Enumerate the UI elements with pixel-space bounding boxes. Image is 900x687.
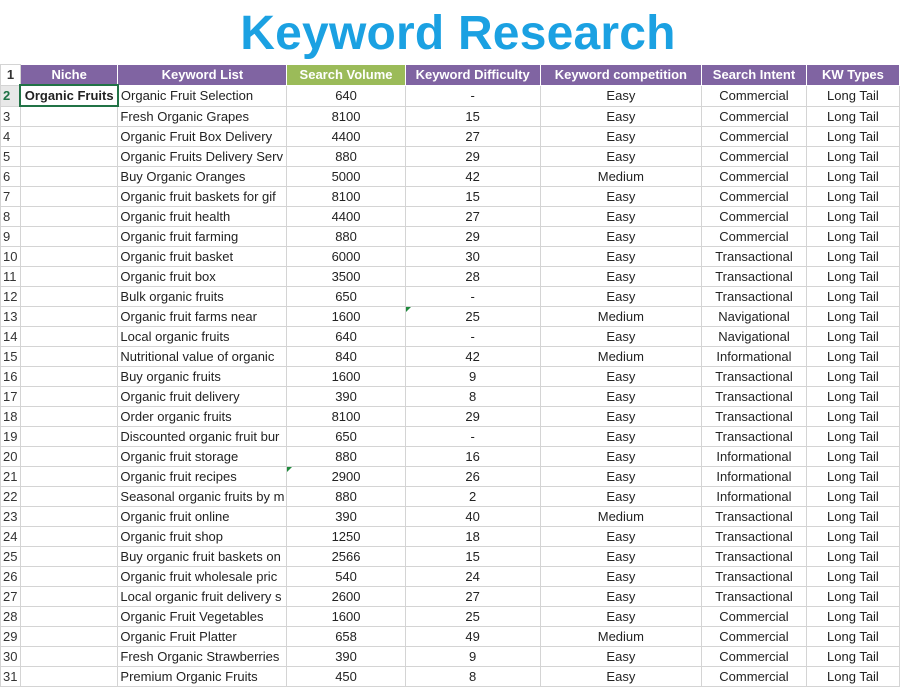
search-volume-cell[interactable]: 640 — [287, 327, 405, 347]
search-volume-cell[interactable]: 8100 — [287, 187, 405, 207]
keyword-cell[interactable]: Organic fruit health — [118, 207, 287, 227]
keyword-cell[interactable]: Organic fruit baskets for gif — [118, 187, 287, 207]
search-volume-cell[interactable]: 450 — [287, 667, 405, 687]
keyword-competition-cell[interactable]: Easy — [540, 587, 701, 607]
keyword-competition-cell[interactable]: Easy — [540, 187, 701, 207]
keyword-cell[interactable]: Organic fruit wholesale pric — [118, 567, 287, 587]
row-number[interactable]: 12 — [1, 287, 21, 307]
niche-cell[interactable] — [20, 527, 118, 547]
table-row — [1, 227, 900, 247]
niche-cell[interactable] — [20, 587, 118, 607]
keyword-competition-cell[interactable]: Medium — [540, 307, 701, 327]
search-intent-cell[interactable]: Informational — [702, 447, 807, 467]
keyword-difficulty-cell[interactable]: 42 — [405, 167, 540, 187]
search-volume-cell[interactable]: 1600 — [287, 367, 405, 387]
search-intent-cell[interactable]: Transactional — [702, 247, 807, 267]
search-intent-cell[interactable]: Transactional — [702, 387, 807, 407]
niche-cell[interactable] — [20, 447, 118, 467]
search-volume-cell[interactable]: 8100 — [287, 106, 405, 127]
keyword-competition-cell[interactable]: Easy — [540, 547, 701, 567]
search-intent-cell[interactable]: Transactional — [702, 567, 807, 587]
keyword-difficulty-cell[interactable]: 15 — [405, 106, 540, 127]
kw-type-cell[interactable]: Long Tail — [806, 347, 899, 367]
kw-type-cell[interactable]: Long Tail — [806, 467, 899, 487]
keyword-cell[interactable]: Buy Organic Oranges — [118, 167, 287, 187]
keyword-cell[interactable]: Organic Fruits Delivery Serv — [118, 147, 287, 167]
search-volume-cell[interactable]: 4400 — [287, 207, 405, 227]
page-title: Keyword Research — [240, 7, 676, 60]
keyword-difficulty-cell[interactable]: 29 — [405, 147, 540, 167]
kw-type-cell[interactable]: Long Tail — [806, 387, 899, 407]
table-row — [1, 167, 900, 187]
kw-type-cell[interactable]: Long Tail — [806, 327, 899, 347]
search-volume-cell[interactable]: 390 — [287, 507, 405, 527]
kw-type-cell[interactable]: Long Tail — [806, 187, 899, 207]
niche-cell[interactable] — [20, 547, 118, 567]
keyword-competition-cell[interactable]: Easy — [540, 367, 701, 387]
keyword-cell[interactable]: Local organic fruit delivery s — [118, 587, 287, 607]
kw-type-cell[interactable]: Long Tail — [806, 167, 899, 187]
row-number[interactable]: 28 — [1, 607, 21, 627]
table-row — [1, 667, 900, 687]
row-number[interactable]: 4 — [1, 127, 21, 147]
row-number[interactable]: 24 — [1, 527, 21, 547]
kw-type-cell[interactable]: Long Tail — [806, 527, 899, 547]
table-row — [1, 267, 900, 287]
keyword-competition-cell[interactable]: Easy — [540, 447, 701, 467]
keyword-competition-cell[interactable]: Easy — [540, 85, 701, 106]
keyword-difficulty-cell[interactable]: 40 — [405, 507, 540, 527]
keyword-cell[interactable]: Nutritional value of organic — [118, 347, 287, 367]
search-volume-cell[interactable]: 3500 — [287, 267, 405, 287]
keyword-cell[interactable]: Organic fruit recipes — [118, 467, 287, 487]
row-number[interactable]: 14 — [1, 327, 21, 347]
keyword-cell[interactable]: Organic fruit box — [118, 267, 287, 287]
keyword-competition-cell[interactable]: Easy — [540, 387, 701, 407]
table-row — [1, 607, 900, 627]
keyword-difficulty-cell[interactable]: - — [405, 287, 540, 307]
niche-cell[interactable]: Organic Fruits — [20, 85, 118, 106]
keyword-difficulty-cell[interactable]: 8 — [405, 667, 540, 687]
kw-type-cell[interactable]: Long Tail — [806, 607, 899, 627]
search-intent-cell[interactable]: Transactional — [702, 407, 807, 427]
table-row — [1, 106, 900, 127]
keyword-difficulty-cell[interactable]: 9 — [405, 367, 540, 387]
row-number[interactable]: 22 — [1, 487, 21, 507]
search-intent-cell[interactable]: Commercial — [702, 187, 807, 207]
niche-cell[interactable] — [20, 127, 118, 147]
search-volume-cell[interactable]: 880 — [287, 227, 405, 247]
table-row — [1, 247, 900, 267]
niche-cell[interactable] — [20, 647, 118, 667]
niche-cell[interactable] — [20, 307, 118, 327]
search-intent-cell[interactable]: Transactional — [702, 427, 807, 447]
keyword-competition-cell[interactable]: Easy — [540, 207, 701, 227]
row-number[interactable]: 10 — [1, 247, 21, 267]
kw-type-cell[interactable]: Long Tail — [806, 487, 899, 507]
kw-type-cell[interactable]: Long Tail — [806, 627, 899, 647]
niche-cell[interactable] — [20, 327, 118, 347]
keyword-cell[interactable]: Organic Fruit Box Delivery — [118, 127, 287, 147]
search-intent-cell[interactable]: Commercial — [702, 667, 807, 687]
search-volume-cell[interactable]: 5000 — [287, 167, 405, 187]
keyword-difficulty-cell[interactable]: 25 — [405, 307, 540, 327]
search-intent-cell[interactable]: Informational — [702, 487, 807, 507]
kw-type-cell[interactable]: Long Tail — [806, 447, 899, 467]
niche-cell[interactable] — [20, 207, 118, 227]
keyword-difficulty-cell[interactable]: - — [405, 327, 540, 347]
search-volume-cell[interactable]: 390 — [287, 387, 405, 407]
search-intent-cell[interactable]: Commercial — [702, 106, 807, 127]
search-volume-cell[interactable]: 540 — [287, 567, 405, 587]
search-intent-cell[interactable]: Navigational — [702, 307, 807, 327]
row-number[interactable]: 5 — [1, 147, 21, 167]
row-number[interactable]: 9 — [1, 227, 21, 247]
row-number[interactable]: 18 — [1, 407, 21, 427]
keyword-difficulty-cell[interactable]: 28 — [405, 267, 540, 287]
keyword-difficulty-cell[interactable]: 15 — [405, 187, 540, 207]
search-intent-cell[interactable]: Navigational — [702, 327, 807, 347]
keyword-competition-cell[interactable]: Easy — [540, 106, 701, 127]
keyword-difficulty-cell[interactable]: 9 — [405, 647, 540, 667]
keyword-competition-cell[interactable]: Easy — [540, 147, 701, 167]
keyword-difficulty-cell[interactable]: - — [405, 85, 540, 106]
kw-type-cell[interactable]: Long Tail — [806, 547, 899, 567]
search-volume-cell[interactable]: 650 — [287, 427, 405, 447]
keyword-cell[interactable]: Order organic fruits — [118, 407, 287, 427]
niche-cell[interactable] — [20, 607, 118, 627]
kw-type-cell[interactable]: Long Tail — [806, 507, 899, 527]
row-number[interactable]: 2 — [1, 85, 21, 106]
row-number[interactable]: 29 — [1, 627, 21, 647]
keyword-competition-cell[interactable]: Easy — [540, 127, 701, 147]
niche-cell[interactable] — [20, 407, 118, 427]
keyword-cell[interactable]: Discounted organic fruit bur — [118, 427, 287, 447]
keyword-difficulty-cell[interactable]: 18 — [405, 527, 540, 547]
header-row — [1, 65, 900, 86]
row-number[interactable]: 17 — [1, 387, 21, 407]
keyword-difficulty-cell[interactable]: 27 — [405, 587, 540, 607]
niche-cell[interactable] — [20, 627, 118, 647]
keyword-cell[interactable]: Organic fruit shop — [118, 527, 287, 547]
row-number[interactable]: 11 — [1, 267, 21, 287]
keyword-cell[interactable]: Organic Fruit Selection — [118, 85, 287, 106]
niche-cell[interactable] — [20, 106, 118, 127]
kw-type-cell[interactable]: Long Tail — [806, 667, 899, 687]
keyword-cell[interactable]: Organic fruit basket — [118, 247, 287, 267]
niche-cell[interactable] — [20, 487, 118, 507]
kw-type-cell[interactable]: Long Tail — [806, 307, 899, 327]
search-intent-cell[interactable]: Commercial — [702, 147, 807, 167]
niche-cell[interactable] — [20, 387, 118, 407]
search-intent-cell[interactable]: Commercial — [702, 127, 807, 147]
keyword-cell[interactable]: Buy organic fruits — [118, 367, 287, 387]
table-row — [1, 207, 900, 227]
keyword-competition-cell[interactable]: Easy — [540, 647, 701, 667]
search-volume-cell[interactable]: 2600 — [287, 587, 405, 607]
keyword-cell[interactable]: Organic fruit online — [118, 507, 287, 527]
table-row — [1, 307, 900, 327]
kw-type-cell[interactable]: Long Tail — [806, 207, 899, 227]
table-row — [1, 127, 900, 147]
kw-type-cell[interactable]: Long Tail — [806, 247, 899, 267]
search-intent-cell[interactable]: Transactional — [702, 267, 807, 287]
header-niche[interactable]: Niche — [20, 65, 118, 86]
search-intent-cell[interactable]: Transactional — [702, 527, 807, 547]
niche-cell[interactable] — [20, 167, 118, 187]
keyword-competition-cell[interactable]: Medium — [540, 507, 701, 527]
kw-type-cell[interactable]: Long Tail — [806, 106, 899, 127]
keyword-difficulty-cell[interactable]: 8 — [405, 387, 540, 407]
keyword-cell[interactable]: Organic Fruit Platter — [118, 627, 287, 647]
table-row — [1, 567, 900, 587]
search-intent-cell[interactable]: Transactional — [702, 367, 807, 387]
keyword-competition-cell[interactable]: Easy — [540, 607, 701, 627]
search-volume-cell[interactable]: 1600 — [287, 607, 405, 627]
search-volume-cell[interactable]: 4400 — [287, 127, 405, 147]
keyword-difficulty-cell[interactable]: 42 — [405, 347, 540, 367]
niche-cell[interactable] — [20, 227, 118, 247]
search-intent-cell[interactable]: Informational — [702, 347, 807, 367]
table-row — [1, 327, 900, 347]
kw-type-cell[interactable]: Long Tail — [806, 587, 899, 607]
header-keyword-competition[interactable]: Keyword competition — [540, 65, 701, 86]
keyword-cell[interactable]: Organic fruit storage — [118, 447, 287, 467]
kw-type-cell[interactable]: Long Tail — [806, 127, 899, 147]
keyword-competition-cell[interactable]: Easy — [540, 327, 701, 347]
search-volume-cell[interactable]: 880 — [287, 487, 405, 507]
search-intent-cell[interactable]: Commercial — [702, 167, 807, 187]
kw-type-cell[interactable]: Long Tail — [806, 427, 899, 447]
table-row — [1, 647, 900, 667]
row-number[interactable]: 19 — [1, 427, 21, 447]
search-volume-cell[interactable]: 2900 — [287, 467, 405, 487]
keyword-competition-cell[interactable]: Easy — [540, 467, 701, 487]
niche-cell[interactable] — [20, 427, 118, 447]
keyword-competition-cell[interactable]: Easy — [540, 487, 701, 507]
row-number[interactable]: 20 — [1, 447, 21, 467]
row-number[interactable]: 3 — [1, 106, 21, 127]
keyword-cell[interactable]: Organic fruit delivery — [118, 387, 287, 407]
table-row — [1, 387, 900, 407]
row-number[interactable]: 13 — [1, 307, 21, 327]
table-row — [1, 487, 900, 507]
keyword-difficulty-cell[interactable]: 15 — [405, 547, 540, 567]
keyword-cell[interactable]: Local organic fruits — [118, 327, 287, 347]
keyword-difficulty-cell[interactable]: 30 — [405, 247, 540, 267]
keyword-table — [0, 64, 900, 687]
niche-cell[interactable] — [20, 507, 118, 527]
row-number[interactable]: 6 — [1, 167, 21, 187]
niche-cell[interactable] — [20, 667, 118, 687]
keyword-competition-cell[interactable]: Easy — [540, 267, 701, 287]
keyword-competition-cell[interactable]: Easy — [540, 527, 701, 547]
search-volume-cell[interactable]: 880 — [287, 447, 405, 467]
search-volume-cell[interactable]: 1250 — [287, 527, 405, 547]
kw-type-cell[interactable]: Long Tail — [806, 647, 899, 667]
search-intent-cell[interactable]: Commercial — [702, 207, 807, 227]
table-row — [1, 587, 900, 607]
niche-cell[interactable] — [20, 567, 118, 587]
row-number[interactable]: 15 — [1, 347, 21, 367]
table-row — [1, 85, 900, 106]
header-keyword-list[interactable]: Keyword List — [118, 65, 287, 86]
row-number[interactable]: 26 — [1, 567, 21, 587]
keyword-difficulty-cell[interactable]: 27 — [405, 127, 540, 147]
search-intent-cell[interactable]: Commercial — [702, 607, 807, 627]
keyword-competition-cell[interactable]: Medium — [540, 167, 701, 187]
kw-type-cell[interactable]: Long Tail — [806, 227, 899, 247]
niche-cell[interactable] — [20, 367, 118, 387]
niche-cell[interactable] — [20, 187, 118, 207]
keyword-cell[interactable]: Fresh Organic Strawberries — [118, 647, 287, 667]
row-number[interactable]: 7 — [1, 187, 21, 207]
table-row — [1, 147, 900, 167]
keyword-competition-cell[interactable]: Medium — [540, 627, 701, 647]
niche-cell[interactable] — [20, 267, 118, 287]
keyword-difficulty-cell[interactable]: 27 — [405, 207, 540, 227]
row-number[interactable]: 27 — [1, 587, 21, 607]
keyword-difficulty-cell[interactable]: 25 — [405, 607, 540, 627]
header-search-volume[interactable]: Search Volume — [287, 65, 405, 86]
search-intent-cell[interactable]: Transactional — [702, 287, 807, 307]
search-intent-cell[interactable]: Commercial — [702, 627, 807, 647]
keyword-competition-cell[interactable]: Easy — [540, 227, 701, 247]
kw-type-cell[interactable]: Long Tail — [806, 407, 899, 427]
kw-type-cell[interactable]: Long Tail — [806, 267, 899, 287]
row-number[interactable]: 8 — [1, 207, 21, 227]
header-kw-types[interactable]: KW Types — [806, 65, 899, 86]
niche-cell[interactable] — [20, 247, 118, 267]
search-volume-cell[interactable]: 2566 — [287, 547, 405, 567]
kw-type-cell[interactable]: Long Tail — [806, 567, 899, 587]
niche-cell[interactable] — [20, 467, 118, 487]
search-volume-cell[interactable]: 8100 — [287, 407, 405, 427]
keyword-difficulty-cell[interactable]: 2 — [405, 487, 540, 507]
table-row — [1, 627, 900, 647]
keyword-difficulty-cell[interactable]: 26 — [405, 467, 540, 487]
kw-type-cell[interactable]: Long Tail — [806, 367, 899, 387]
row-number[interactable]: 16 — [1, 367, 21, 387]
keyword-cell[interactable]: Organic fruit farms near — [118, 307, 287, 327]
search-intent-cell[interactable]: Transactional — [702, 587, 807, 607]
kw-type-cell[interactable]: Long Tail — [806, 147, 899, 167]
keyword-competition-cell[interactable]: Easy — [540, 567, 701, 587]
table-row — [1, 187, 900, 207]
search-volume-cell[interactable]: 658 — [287, 627, 405, 647]
keyword-competition-cell[interactable]: Easy — [540, 667, 701, 687]
keyword-difficulty-cell[interactable]: 16 — [405, 447, 540, 467]
keyword-cell[interactable]: Bulk organic fruits — [118, 287, 287, 307]
table-row — [1, 347, 900, 367]
search-volume-cell[interactable]: 6000 — [287, 247, 405, 267]
row-number[interactable]: 23 — [1, 507, 21, 527]
search-intent-cell[interactable]: Commercial — [702, 85, 807, 106]
search-volume-cell[interactable]: 640 — [287, 85, 405, 106]
header-keyword-difficulty[interactable]: Keyword Difficulty — [405, 65, 540, 86]
header-search-intent[interactable]: Search Intent — [702, 65, 807, 86]
search-intent-cell[interactable]: Commercial — [702, 227, 807, 247]
keyword-cell[interactable]: Fresh Organic Grapes — [118, 106, 287, 127]
search-intent-cell[interactable]: Transactional — [702, 547, 807, 567]
table-row — [1, 507, 900, 527]
keyword-competition-cell[interactable]: Easy — [540, 247, 701, 267]
keyword-competition-cell[interactable]: Medium — [540, 347, 701, 367]
keyword-cell[interactable]: Buy organic fruit baskets on — [118, 547, 287, 567]
search-intent-cell[interactable]: Informational — [702, 467, 807, 487]
kw-type-cell[interactable]: Long Tail — [806, 287, 899, 307]
table-row — [1, 467, 900, 487]
niche-cell[interactable] — [20, 287, 118, 307]
keyword-difficulty-cell[interactable]: 29 — [405, 407, 540, 427]
table-row — [1, 407, 900, 427]
niche-cell[interactable] — [20, 147, 118, 167]
search-volume-cell[interactable]: 1600 — [287, 307, 405, 327]
keyword-competition-cell[interactable]: Easy — [540, 427, 701, 447]
table-row — [1, 367, 900, 387]
keyword-difficulty-cell[interactable]: - — [405, 427, 540, 447]
search-intent-cell[interactable]: Transactional — [702, 507, 807, 527]
keyword-cell[interactable]: Premium Organic Fruits — [118, 667, 287, 687]
table-row — [1, 427, 900, 447]
search-volume-cell[interactable]: 880 — [287, 147, 405, 167]
row-number[interactable]: 21 — [1, 467, 21, 487]
keyword-cell[interactable]: Organic fruit farming — [118, 227, 287, 247]
keyword-difficulty-cell[interactable]: 24 — [405, 567, 540, 587]
keyword-competition-cell[interactable]: Easy — [540, 407, 701, 427]
table-row — [1, 447, 900, 467]
search-volume-cell[interactable]: 650 — [287, 287, 405, 307]
search-intent-cell[interactable]: Commercial — [702, 647, 807, 667]
kw-type-cell[interactable]: Long Tail — [806, 85, 899, 106]
row-number[interactable]: 31 — [1, 667, 21, 687]
keyword-cell[interactable]: Seasonal organic fruits by m — [118, 487, 287, 507]
niche-cell[interactable] — [20, 347, 118, 367]
row-number[interactable]: 25 — [1, 547, 21, 567]
keyword-difficulty-cell[interactable]: 29 — [405, 227, 540, 247]
keyword-difficulty-cell[interactable]: 49 — [405, 627, 540, 647]
row-number[interactable]: 30 — [1, 647, 21, 667]
row-number[interactable]: 1 — [1, 65, 21, 86]
table-row — [1, 527, 900, 547]
search-volume-cell[interactable]: 840 — [287, 347, 405, 367]
table-row — [1, 547, 900, 567]
table-row — [1, 287, 900, 307]
search-volume-cell[interactable]: 390 — [287, 647, 405, 667]
keyword-competition-cell[interactable]: Easy — [540, 287, 701, 307]
keyword-cell[interactable]: Organic Fruit Vegetables — [118, 607, 287, 627]
